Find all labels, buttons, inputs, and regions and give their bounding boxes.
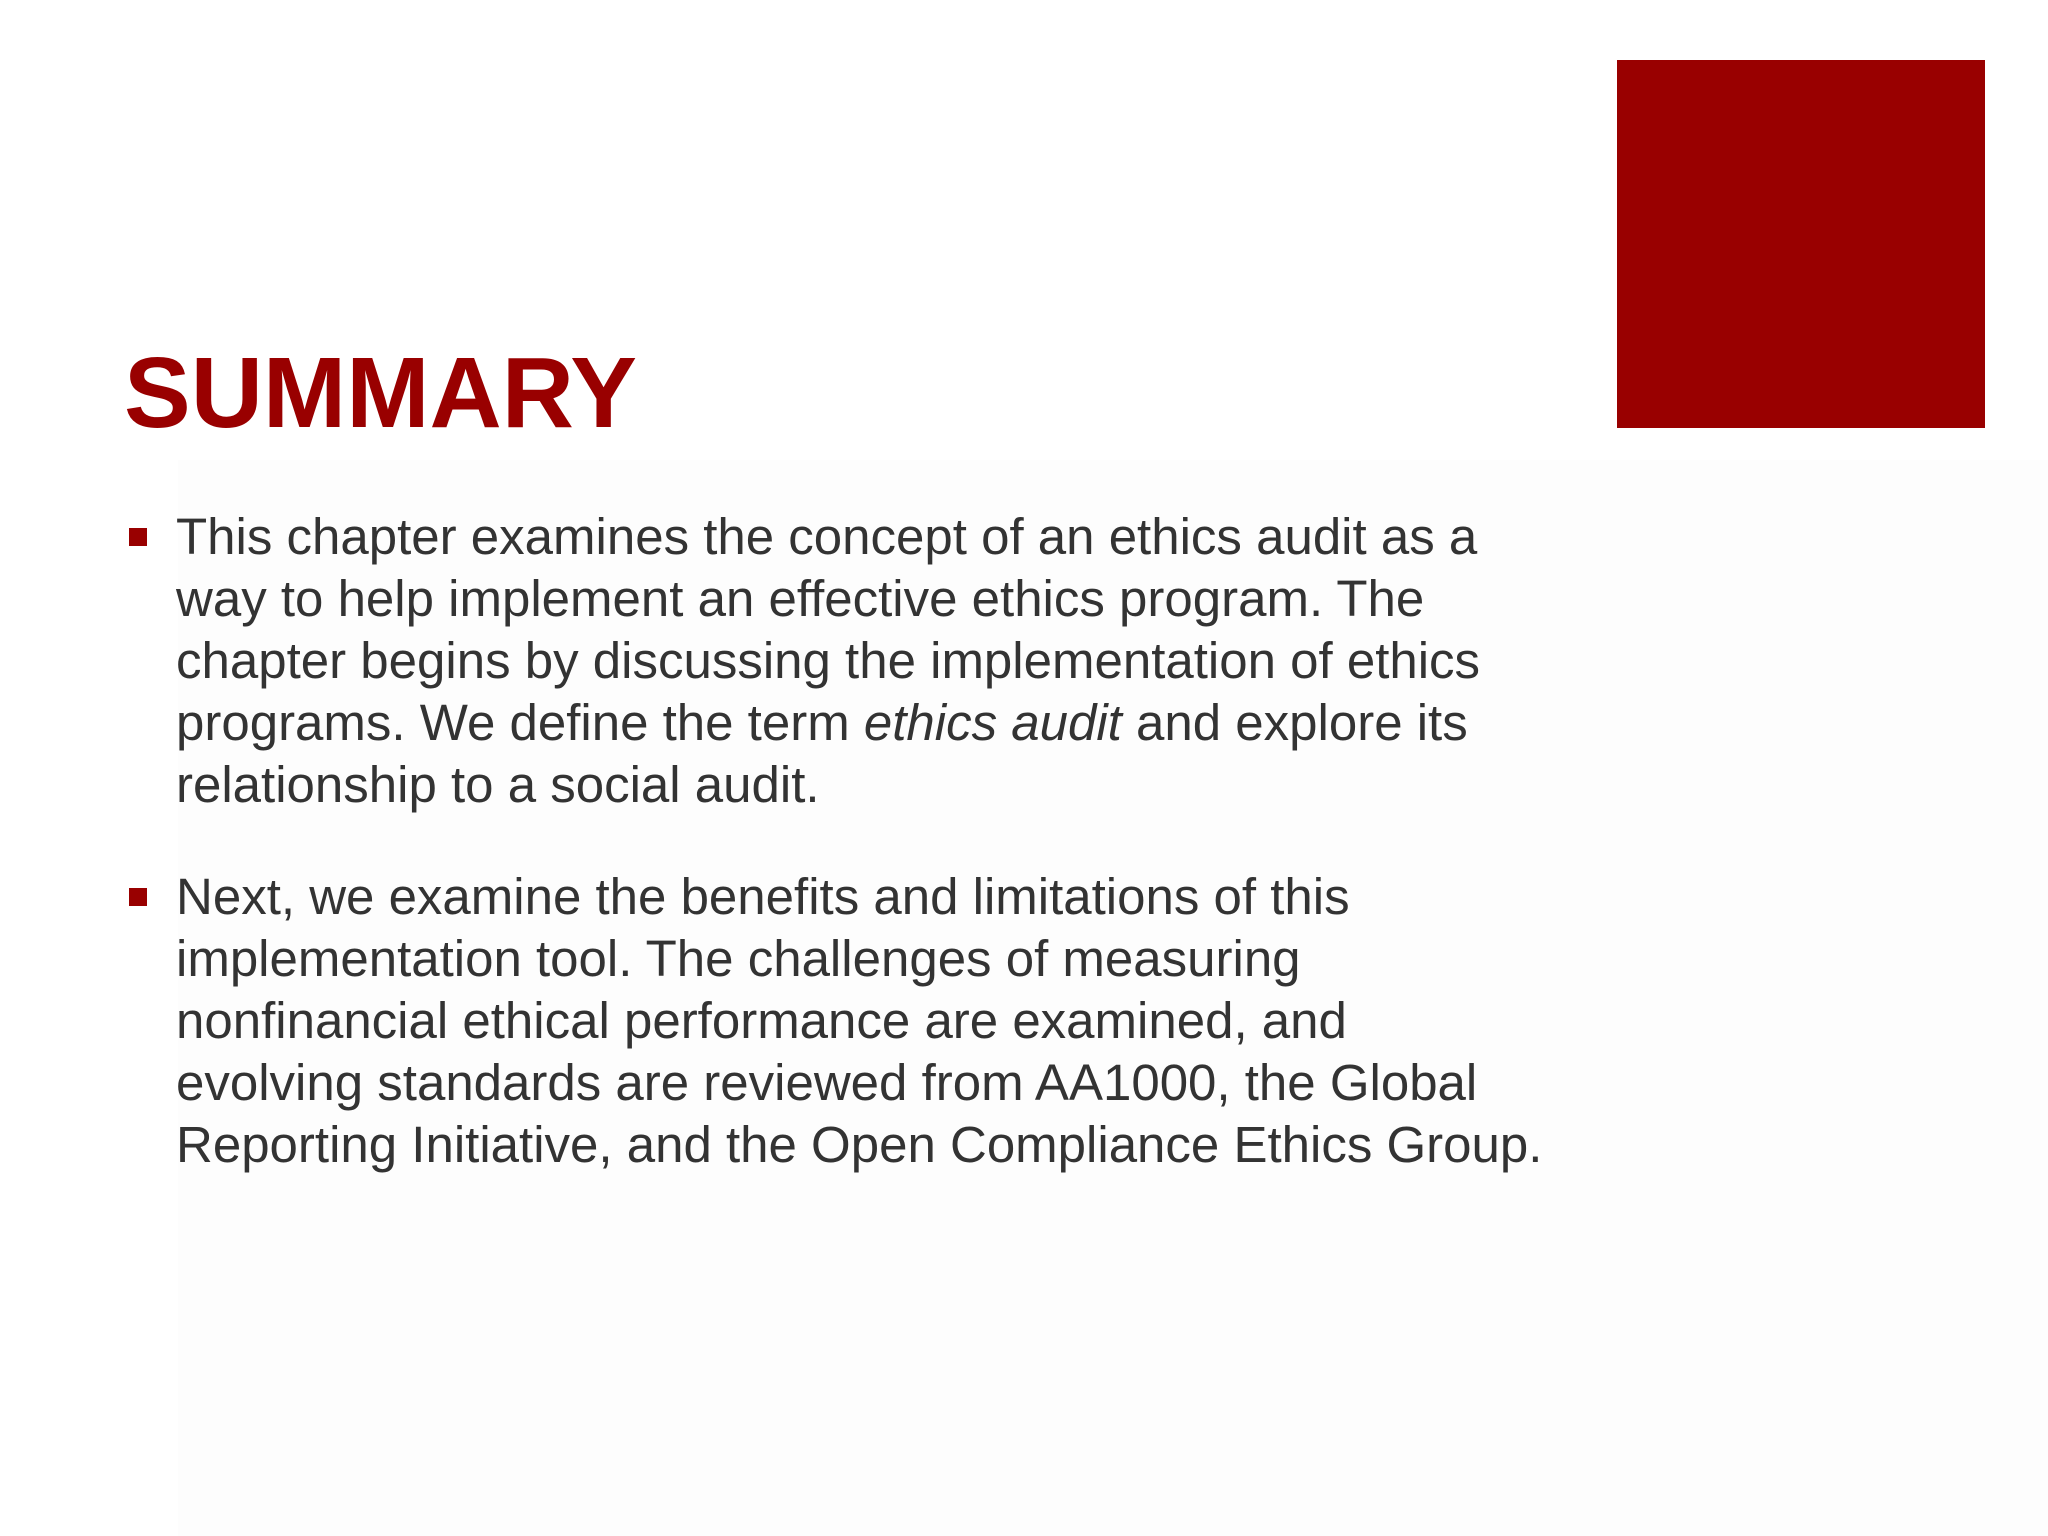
slide-title: SUMMARY	[124, 337, 637, 449]
square-bullet-icon	[129, 888, 147, 906]
bullet-list	[124, 506, 1544, 1226]
bullet-item	[124, 506, 1544, 816]
bullet-text: and explore its relationship to a social audit.	[176, 694, 1468, 813]
bullet-text: This chapter examines the concept of an ethics audit as a way to help implement an effective ethics program. The chapter begins by discussing the implementation of ethics programs. We define the term	[176, 508, 1481, 751]
square-bullet-icon	[129, 528, 147, 546]
bullet-item	[124, 866, 1544, 1176]
accent-square	[1617, 60, 1985, 428]
bullet-text-emphasis: ethics audit	[863, 694, 1122, 751]
bullet-text: Next, we examine the benefits and limitations of this implementation tool. The challenges of measuring nonfinancial ethical performance are examined, and evolving standards are reviewed from AA1000, the Global Reporting Initiative, and the Open Compliance Ethics Group.	[176, 868, 1543, 1173]
